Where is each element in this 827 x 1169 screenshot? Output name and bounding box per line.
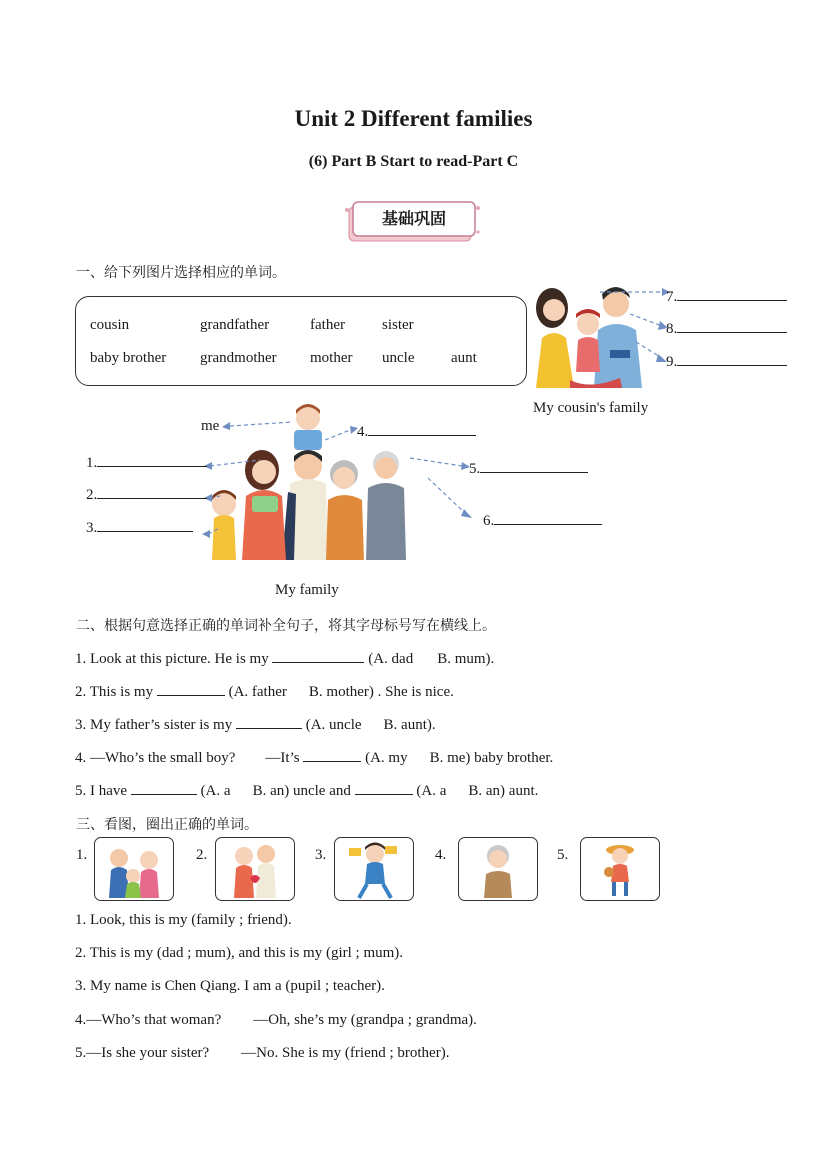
picture-number: 5. [557, 847, 569, 863]
picture-grandma [458, 837, 538, 901]
sentence-3: 3. My name is Chen Qiang. I am a (pupil ; teacher). [75, 978, 385, 994]
word-bank-item: grandmother [200, 350, 277, 366]
picture-family [94, 837, 174, 901]
section3-heading: 三、看图，圈出正确的单词。 [76, 817, 258, 833]
answer-blank[interactable] [677, 318, 787, 333]
question-1: 1. Look at this picture. He is my (A. dad B. mum). [75, 648, 494, 668]
page-title: Unit 2 Different families [294, 106, 533, 131]
section2-heading: 二、根据句意选择正确的单词补全句子，将其字母标号写在横线上。 [76, 618, 496, 634]
family-me-label: me [201, 418, 220, 434]
answer-blank[interactable] [131, 780, 197, 795]
answer-blank[interactable] [97, 484, 207, 499]
answer-label-7: 7. [666, 286, 787, 306]
question-3: 3. My father’s sister is my (A. uncle B. aunt). [75, 714, 436, 734]
picture-girl [580, 837, 660, 901]
question-4: 4. —Who’s the small boy? —It’s (A. my B. me) baby brother. [75, 747, 553, 767]
word-bank-item: sister [382, 317, 414, 333]
picture-number: 2. [196, 847, 208, 863]
page-subtitle: (6) Part B Start to read-Part C [308, 153, 519, 170]
sentence-4: 4.—Who’s that woman? —Oh, she’s my (grandpa ; grandma). [75, 1012, 477, 1028]
answer-label-6: 6. [483, 510, 602, 530]
picture-number: 3. [315, 847, 327, 863]
section-badge [343, 198, 481, 246]
section1-heading: 一、给下列图片选择相应的单词。 [76, 265, 286, 281]
picture-couple [215, 837, 295, 901]
picture-pupil [334, 837, 414, 901]
answer-label-4: 4. [357, 421, 476, 441]
answer-blank[interactable] [677, 351, 787, 366]
answer-blank[interactable] [368, 421, 476, 436]
sentence-5: 5.—Is she your sister? —No. She is my (friend ; brother). [75, 1045, 450, 1061]
cousin-arrows [600, 284, 670, 374]
answer-label-5: 5. [469, 458, 588, 478]
answer-blank[interactable] [303, 747, 361, 762]
cousin-family-caption: My cousin's family [533, 400, 649, 416]
answer-blank[interactable] [157, 681, 225, 696]
badge-text: 基础巩固 [381, 209, 446, 228]
answer-label-9: 9. [666, 351, 787, 371]
answer-blank[interactable] [355, 780, 413, 795]
answer-blank[interactable] [494, 510, 602, 525]
sentence-2: 2. This is my (dad ; mum), and this is my (girl ; mum). [75, 945, 404, 961]
word-bank-item: father [310, 317, 345, 333]
answer-blank[interactable] [677, 286, 787, 301]
my-family-caption: My family [275, 582, 339, 598]
answer-label-8: 8. [666, 318, 787, 338]
answer-blank[interactable] [97, 517, 193, 532]
answer-blank[interactable] [272, 648, 364, 663]
word-bank-item: aunt [451, 350, 477, 366]
word-bank-item: grandfather [200, 317, 270, 333]
picture-number: 4. [435, 847, 447, 863]
word-bank-item: mother [310, 350, 353, 366]
word-bank-item: uncle [382, 350, 415, 366]
word-bank-box [75, 296, 527, 386]
answer-label-2: 2. [86, 484, 207, 504]
word-bank-item: baby brother [90, 350, 167, 366]
question-2: 2. This is my (A. father B. mother) . She is nice. [75, 681, 454, 701]
answer-blank[interactable] [97, 452, 207, 467]
answer-blank[interactable] [480, 458, 588, 473]
picture-number: 1. [76, 847, 88, 863]
question-5: 5. I have (A. a B. an) uncle and (A. a B. an) aunt. [75, 780, 538, 800]
answer-label-1: 1. [86, 452, 207, 472]
answer-blank[interactable] [236, 714, 302, 729]
answer-label-3: 3. [86, 517, 193, 537]
sentence-1: 1. Look, this is my (family ; friend). [75, 912, 292, 928]
word-bank-item: cousin [90, 317, 130, 333]
